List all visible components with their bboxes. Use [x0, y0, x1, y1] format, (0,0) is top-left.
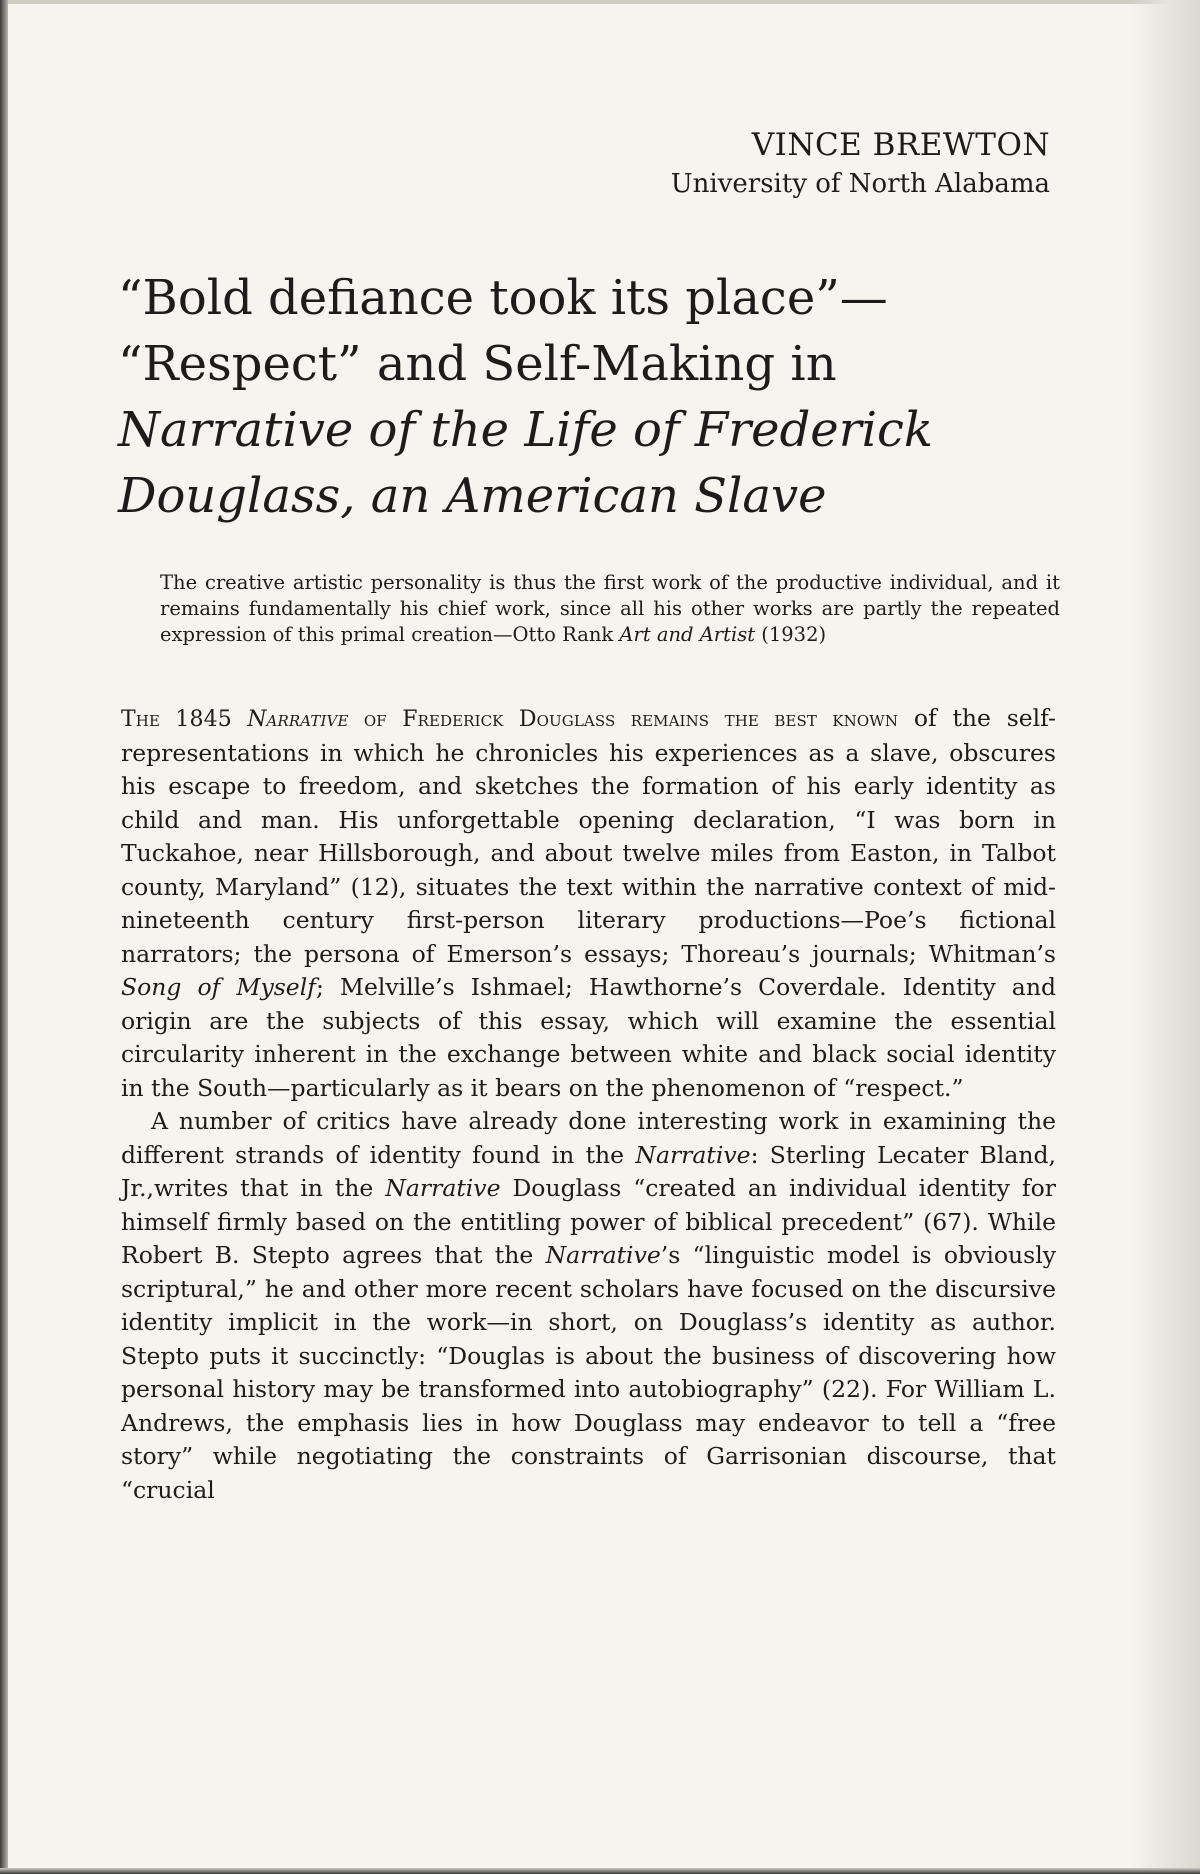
title-line-3: Narrative of the Life of Frederick	[118, 402, 933, 458]
author-affiliation: University of North Alabama	[670, 169, 1050, 199]
paragraph-2	[121, 1105, 1056, 1507]
page-left-edge	[0, 0, 8, 1874]
paragraph-2-italic-1: Narrative	[635, 1140, 751, 1169]
paragraph-1-italic-1: Song of Myself	[121, 973, 316, 1001]
paragraph-2-italic-3: Narrative	[545, 1241, 661, 1269]
epigraph-source-title: Art and Artist	[619, 623, 756, 646]
article-title	[118, 265, 1068, 529]
lead-in-a: The 1845	[121, 707, 248, 732]
paragraph-2-italic-2: Narrative	[385, 1174, 501, 1202]
title-line-4: Douglass, an American Slave	[118, 468, 827, 524]
lead-in-italic: Narrative	[247, 707, 349, 732]
paragraph-2-text-a: A number of critics have already done interesting work in examining the different strands of identity found in the	[121, 1107, 1056, 1169]
paragraph-1-text-a: of the self-representations in which he chronicles his experiences as a slave, obscures his escape to freedom, and sketches the formation of his early identity as child and man. His unforgettable opening declaration, “I was born in Tuckahoe, near Hillsborough, and about twelve miles from Easton, in Talbot county, Maryland” (12), situates the text within the narrative context of mid-nineteenth century first-person literary productions—Poe’s fictional narrators; the persona of Emerson’s essays; Thoreau’s journals; Whitman’s	[121, 704, 1056, 968]
author-block	[671, 125, 1050, 203]
lead-in-b: of Frederick Douglass remains the best known	[348, 707, 899, 732]
page-right-edge	[1130, 0, 1200, 1874]
paragraph-2-text-d: ’s “linguistic model is obviously scriptural,” he and other more recent scholars have focused on the discursive identity implicit in the work—in short, on Douglass’s identity as author. Stepto puts it succinctly: “Douglas is about the business of discovering how personal history may be transformed into autobiography” (22). For William L. Andrews, the emphasis lies in how Douglass may endeavor to tell a “free story” while negotiating the constraints of Garrisonian discourse, that “crucial	[121, 1241, 1056, 1504]
paragraph-1-text-b: ; Melville’s Ishmael; Hawthorne’s Coverdale. Identity and origin are the subjects of this essay, which will examine the essential circularity inherent in the exchange between white and black social identity in the South—particularly as it bears on the phenomenon of “respect.”	[121, 973, 1056, 1102]
author-name: VINCE BREWTON	[751, 127, 1050, 163]
epigraph-text: The creative artistic personality is thus the first work of the productive individual, and it remains fundamentally his chief work, since all his other works are partly the repeated expression of this primal creation—Otto Rank	[160, 571, 1060, 646]
article-body	[121, 702, 1056, 1507]
paragraph-2-text-c: Douglass “created an individual identity for himself firmly based on the entitling power of biblical precedent” (67). While Robert B. Stepto agrees that the	[121, 1174, 1056, 1269]
page-bottom-edge	[0, 1868, 1200, 1874]
paragraph-2-text-b: : Sterling Lecater Bland, Jr.,writes that in the	[121, 1140, 1056, 1202]
title-line-2: “Respect” and Self-Making in	[118, 336, 837, 392]
epigraph	[160, 570, 1060, 648]
epigraph-source-year: (1932)	[755, 623, 827, 646]
title-line-1: “Bold defiance took its place”—	[118, 270, 888, 326]
page-top-edge	[0, 0, 1200, 4]
paragraph-1	[121, 702, 1056, 1105]
lead-in	[121, 707, 898, 732]
